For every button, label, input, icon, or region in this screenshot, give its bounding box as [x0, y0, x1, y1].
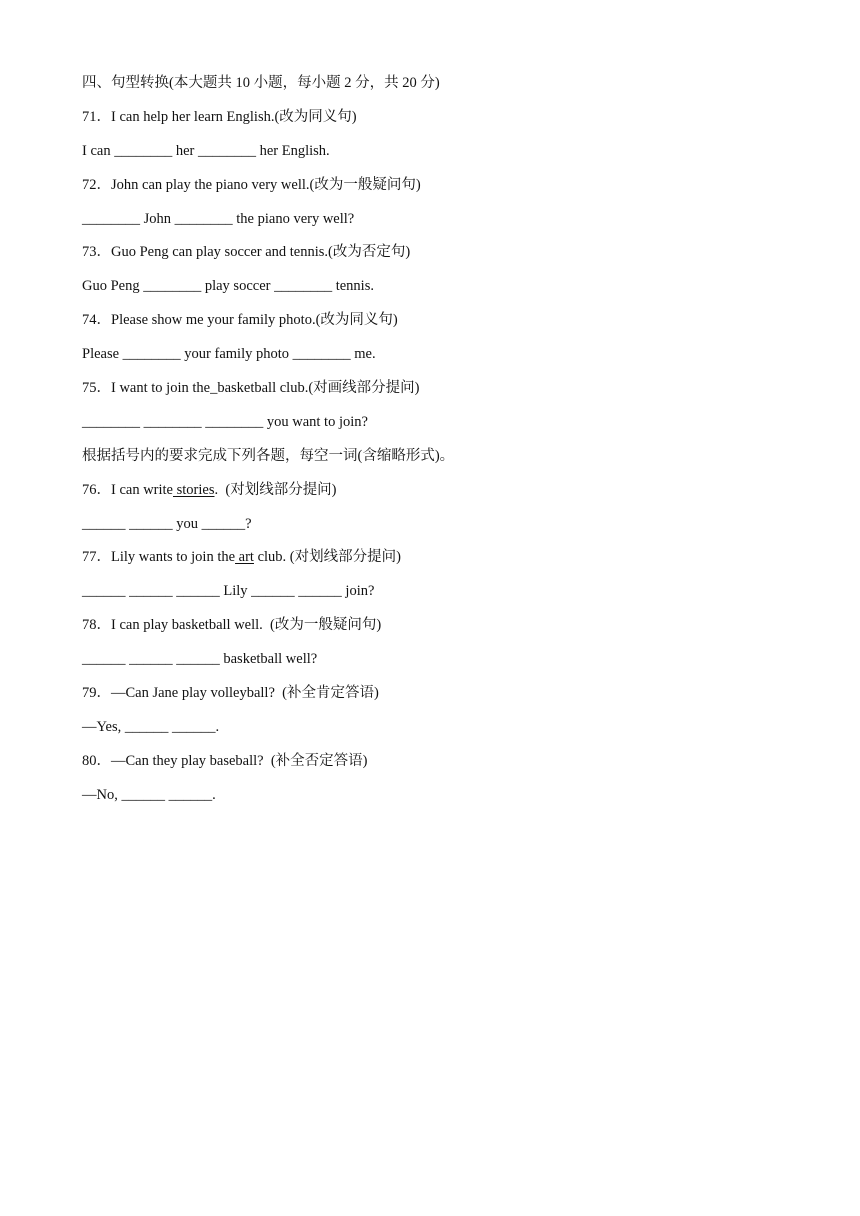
question-78-prompt: 78．I can play basketball well. (改为一般疑问句) — [82, 617, 382, 634]
question-79-prompt: 79．—Can Jane play volleyball? (补全肯定答语) — [82, 685, 379, 702]
question-77-prompt — [82, 547, 822, 581]
question-76-prompt-end: . (对划线部分提问) — [214, 481, 337, 498]
question-76-answer: ______ ______ you ______? — [82, 515, 252, 532]
question-74-prompt: 74．Please show me your family photo.(改为同义句) — [82, 312, 398, 329]
question-76-prompt-start: 76．I can write — [82, 481, 173, 498]
question-77-underlined: art — [235, 549, 254, 566]
section-heading: 四、句型转换(本大题共 10 小题，每小题 2 分，共 20 分) — [82, 75, 440, 91]
question-72-answer: ________ John ________ the piano very well? — [82, 210, 355, 227]
question-79-answer: —Yes, ______ ______. — [82, 718, 220, 735]
worksheet-content — [82, 73, 822, 819]
question-74-answer: Please ________ your family photo ________ me. — [82, 346, 376, 363]
question-76-prompt — [82, 480, 822, 514]
question-78-answer: ______ ______ ______ basketball well? — [82, 651, 318, 668]
question-72-prompt: 72．John can play the piano very well.(改为一般疑问句) — [82, 176, 421, 193]
part2-instruction: 根据括号内的要求完成下列各题，每空一词(含缩略形式)。 — [82, 447, 455, 464]
question-75-prompt: 75．I want to join the_basketball club.(对画线部分提问) — [82, 380, 420, 397]
question-76-underlined: stories — [173, 481, 215, 498]
question-75-answer: ________ ________ ________ you want to join? — [82, 413, 368, 430]
question-80-prompt: 80．—Can they play baseball? (补全否定答语) — [82, 752, 368, 769]
question-77-prompt-start: 77．Lily wants to join the — [82, 549, 236, 566]
question-80-answer: —No, ______ ______. — [82, 786, 216, 803]
question-73-prompt: 73．Guo Peng can play soccer and tennis.(改为否定句) — [82, 244, 411, 261]
question-71-prompt: 71．I can help her learn English.(改为同义句) — [82, 108, 357, 125]
question-73-answer: Guo Peng ________ play soccer ________ tennis. — [82, 278, 374, 295]
question-77-answer: ______ ______ ______ Lily ______ ______ join? — [82, 583, 375, 600]
question-77-prompt-end: club. (对划线部分提问) — [253, 549, 401, 566]
question-71-answer: I can ________ her ________ her English. — [82, 142, 330, 159]
